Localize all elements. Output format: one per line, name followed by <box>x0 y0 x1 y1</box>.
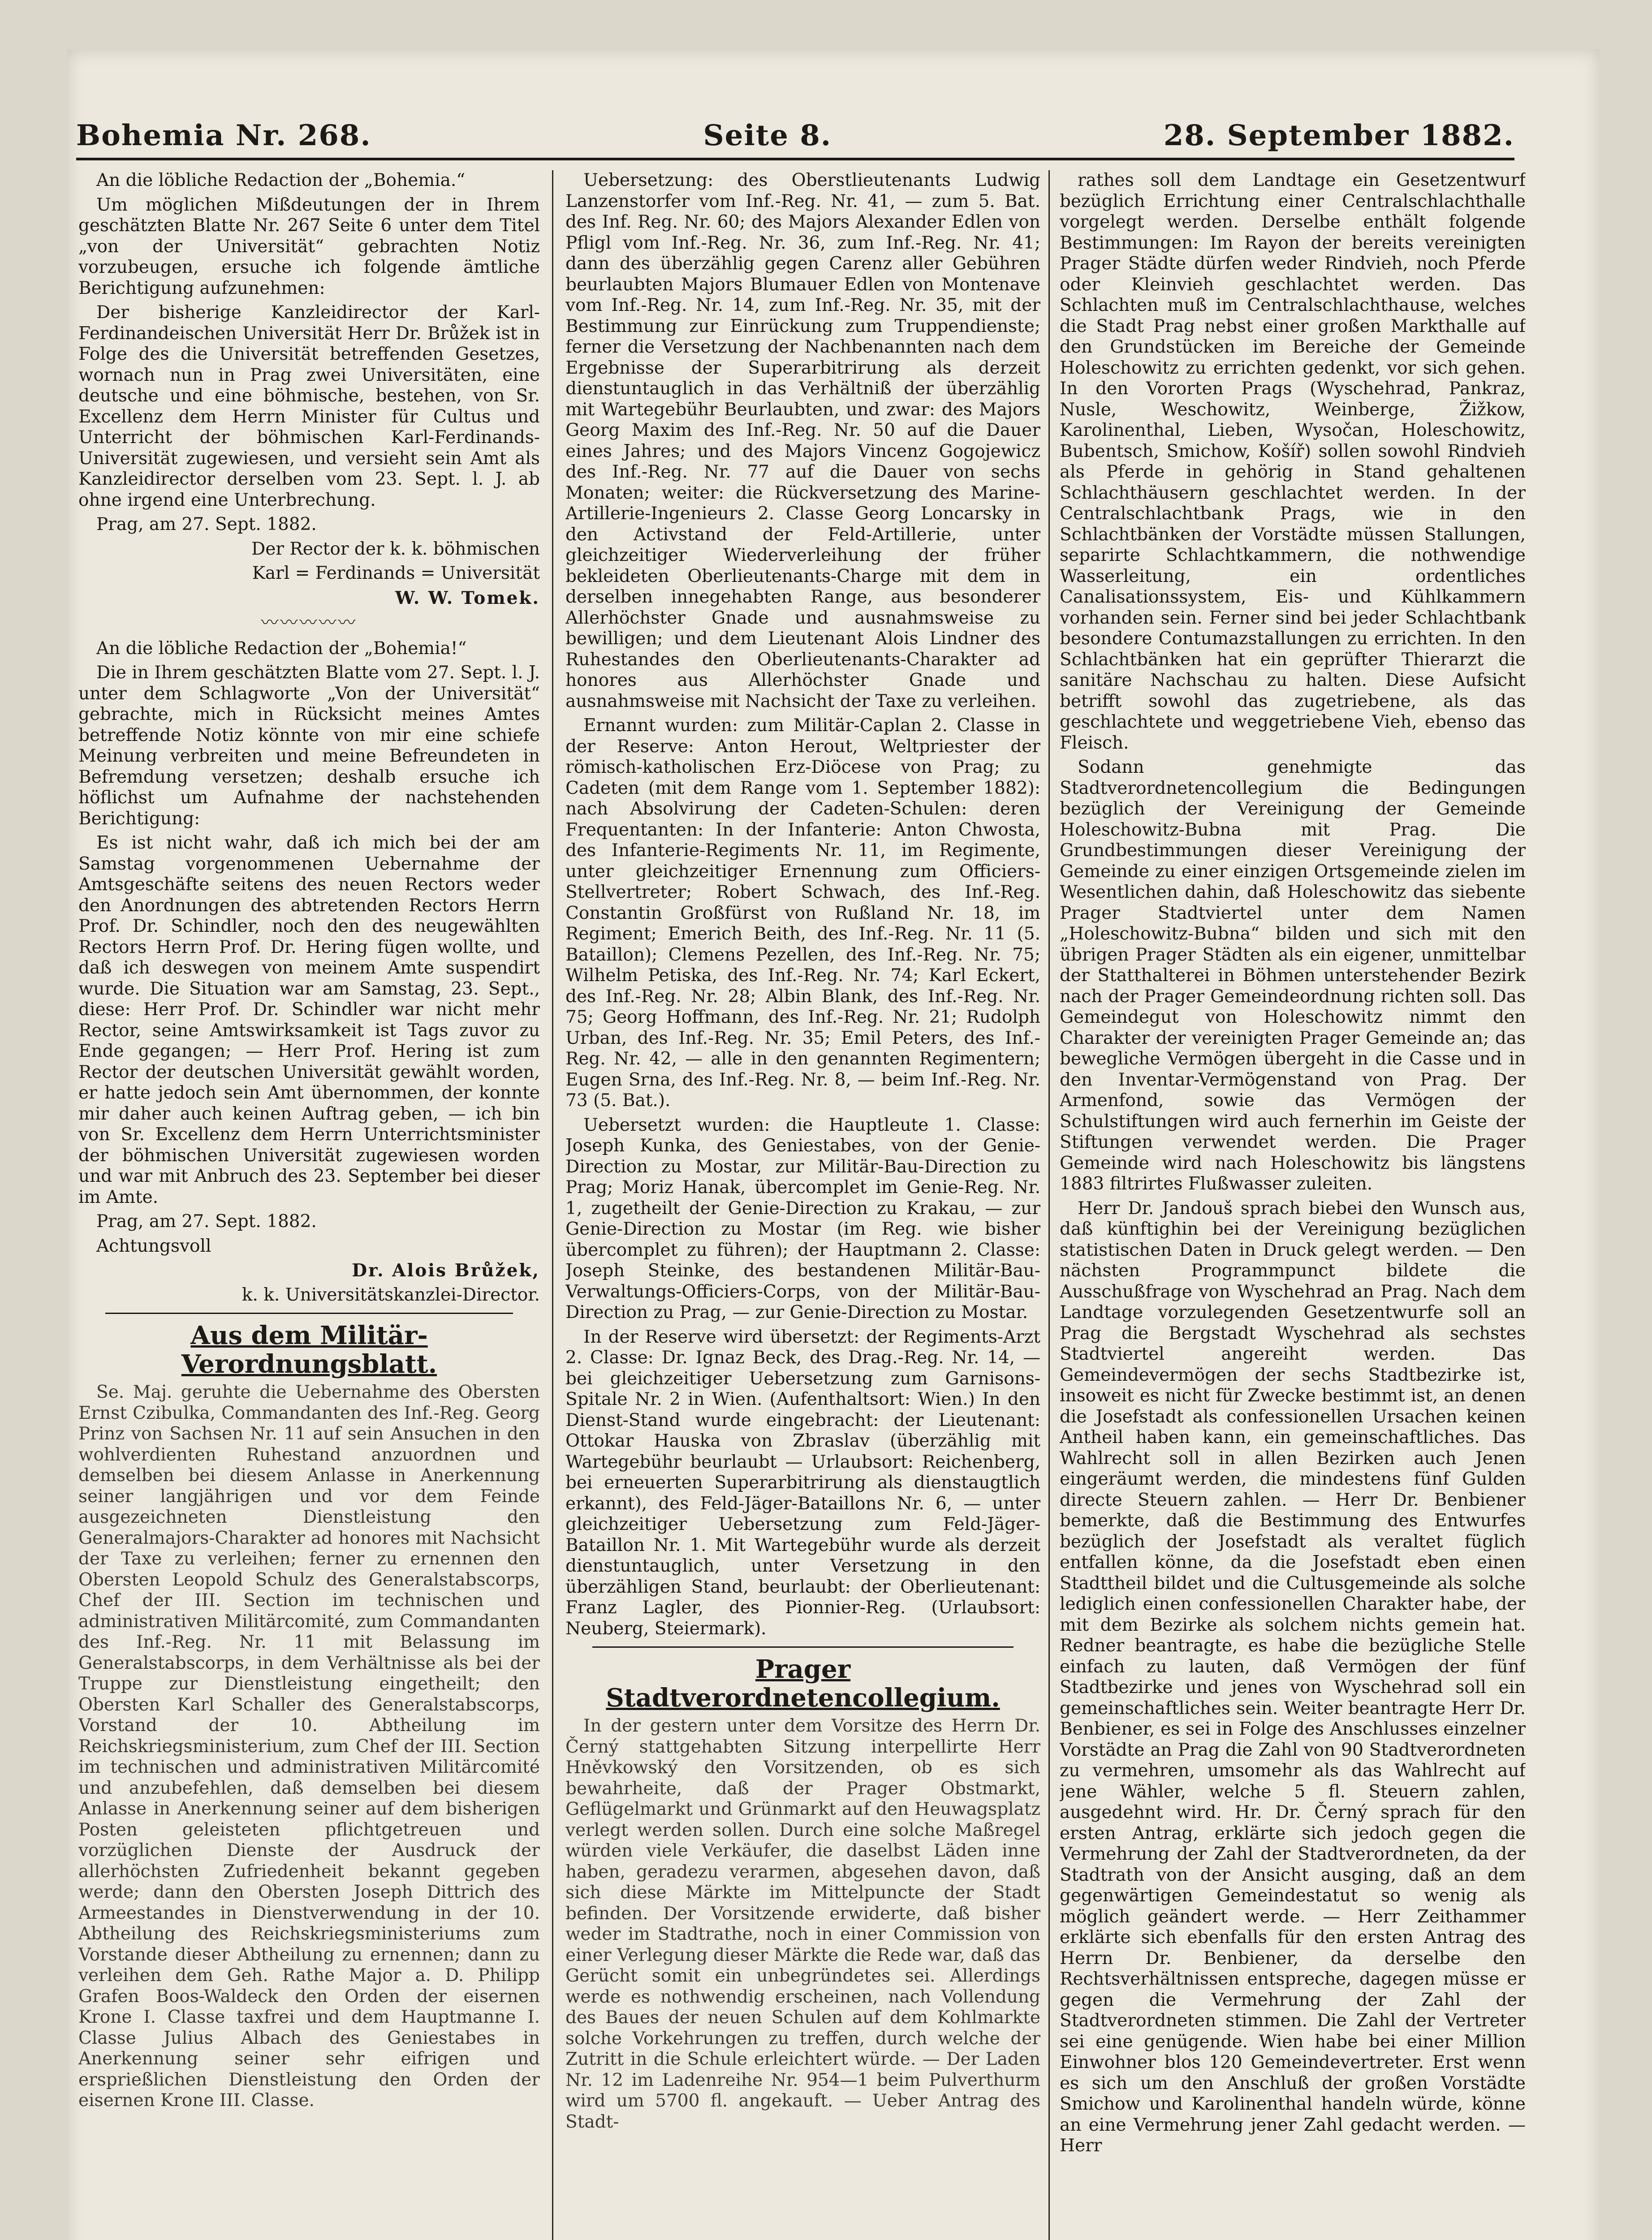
masthead-publication: Bohemia Nr. 268. <box>76 119 371 152</box>
letter1-paragraph: Um möglichen Mißdeutungen der in Ihrem geschätzten Blatte Nr. 267 Seite 6 unter dem Titel „von der Universität“ gebrachten Notiz vorzubeugen, ersuche ich folgende ämtliche Berichtigung aufzunehmen: <box>78 194 540 298</box>
col2-paragraph: Ernannt wurden: zum Militär-Caplan 2. Classe in der Reserve: Anton Herout, Weltpriester der römisch-katholischen Erz-Diöcese von Prag; zu Cadeten (mit dem Range vom 1. September 1882): nach Absolvirung der Cadeten-Schulen: deren Frequentanten: In der Infanterie: Anton Chwosta, des Infanterie-Regiments Nr. 11, im Regimente, unter gleichzeitiger Ernennung zum Officiers-Stellvertreter; Robert Schwach, des Inf.-Reg. Constantin Großfürst von Rußland Nr. 18, im Regiment; Emerich Beith, des Inf.-Reg. Nr. 11 (5. Bataillon); Clemens Pezellen, des Inf.-Reg. Nr. 75; Wilhelm Petiska, des Inf.-Reg. Nr. 74; Karl Eckert, des Inf.-Reg. Nr. 28; Albin Blank, des Inf.-Reg. Nr. 75; Georg Hoffmann, des Inf.-Reg. Nr. 21; Rudolph Urban, des Inf.-Reg. Nr. 35; Emil Peters, des Inf.-Reg. Nr. 42, — alle in den genannten Regimentern; Eugen Srna, des Inf.-Reg. Nr. 8, — beim Inf.-Reg. Nr. 73 (5. Bat.). <box>565 715 1040 1111</box>
section-divider <box>592 1646 1014 1648</box>
masthead-page-number: Seite 8. <box>703 119 832 152</box>
decorative-wave-divider: 〰〰〰〰〰 <box>261 613 358 633</box>
col3-paragraph: Sodann genehmigte das Stadtverordnetencollegium die Bedingungen bezüglich der Vereinigung der Gemeinde Holeschowitz-Bubna mit Prag. Die Grundbestimmungen dieser Vereinigung der Gemeinde zu einer einzigen Ortsgemeinde zielen im Wesentlichen dahin, daß Holeschowitz das siebente Prager Stadtviertel unter dem Namen „Holeschowitz-Bubna“ bilden und sich mit den übrigen Prager Städten als ein eigener, unmittelbar der Statthalterei in Böhmen unterstehender Bezirk nach der Prager Gemeindeordnung richten soll. Das Gemeindegut von Holeschowitz nimmt den Charakter der vereinigten Prager Gemeinde an; das bewegliche Vermögen übergeht in die Casse und in den Inventar-Vermögenstand von Prag. Der Armenfond, sowie das Vermögen der Schulstiftungen wird auch fernerhin im Geiste der Stiftungen verwendet werden. Die Prager Gemeinde wird nach Holeschowitz bis längstens 1883 filtrirtes Flußwasser zuleiten. <box>1060 757 1526 1194</box>
column-3 <box>1060 170 1526 2240</box>
letter2-signature-name: Dr. Alois Brůžek, <box>352 1260 540 1281</box>
letter1-signature-line: Der Rector der k. k. böhmischen <box>251 538 540 559</box>
col2-paragraph: Uebersetzung: des Oberstlieutenants Ludwig Lanzenstorfer vom Inf.-Reg. Nr. 41, — zum 5. Bat. des Inf. Reg. Nr. 60; des Majors Alexander Edlen von Pfligl vom Inf.-Reg. Nr. 36, zum Inf.-Reg. Nr. 41; dann des überzählig gegen Carenz aller Gebühren beurlaubten Majors Blumauer Edlen von Montenave vom Inf.-Reg. Nr. 14, zum Inf.-Reg. Nr. 35, mit der Bestimmung zur Einrückung zum Truppendienste; ferner die Versetzung der Nachbenannten nach dem Ergebnisse der Superarbitrirung als derzeit dienstuntauglich in das Verhältniß der überzählig mit Wartegebühr Beurlaubten, und zwar: des Majors Georg Maxim des Inf.-Reg. Nr. 50 auf die Dauer eines Jahres; und des Majors Vincenz Gogojewicz des Inf.-Reg. Nr. 77 auf die Dauer von sechs Monaten; weiter: die Rückversetzung des Marine-Artillerie-Ingenieurs 2. Classe Georg Loncarsky in den Activstand der Feld-Artillerie, unter gleichzeitiger Wiederverleihung der früher bekleideten Oberlieutenants-Charge mit dem in derselben innegehabten Range, aus besonderer Allerhöchster Gnade und ausnahmsweise zu bewilligen; und dem Lieutenant Alois Lindner des Ruhestandes den Oberlieutenants-Charakter ad honores aus Allerhöchster Gnade und ausnahmsweise mit Nachsicht der Taxe zu verleihen. <box>565 170 1040 711</box>
col3-paragraph: Herr Dr. Jandouš sprach biebei den Wunsch aus, daß künftighin bei der Vereinigung bezüglichen statistischen Daten in Druck gelegt werden. — Den nächsten Programmpunct bildete die Ausschußfrage von Wyschehrad an Prag. Nach dem Landtage vorzulegenden Gesetzentwurfe soll an Prag die Bergstadt Wyschehrad als sechstes Stadtviertel angereiht werden. Das Gemeindevermögen der sechs Stadtbezirke ist, insoweit es nicht für Zwecke bestimmt ist, an denen die Josefstadt als confessionellen Ursachen keinen Antheil haben kann, ein gemeinschaftliches. Das Wahlrecht soll in allen Bezirken auch Jenen eingeräumt werden, die mindestens fünf Gulden directe Steuern zahlen. — Herr Dr. Benbiener bemerkte, daß die Bestimmung des Entwurfes bezüglich der Josefstadt als veraltet füglich entfallen könne, da die Josefstadt eben einen Stadttheil bildet und die Cultusgemeinde als solche lediglich einen confessionellen Charakter habe, der mit dem Bezirke als solchem nichts gemein hat. Redner beantragte, es habe die bezügliche Stelle einfach zu lauten, daß Vermögen der fünf Stadtbezirke und jenes von Wyschehrad soll ein gemeinschaftliches sein. Weiter beantragte Herr Dr. Benbiener, es sei in Folge des Anschlusses einzelner Vorstädte an Prag die Zahl von 90 Stadtverordneten zu vermehren, umsomehr als das Wahlrecht auf jene Wähler, welche 5 fl. Steuern zahlen, ausgedehnt wird. Hr. Dr. Černý sprach für den ersten Antrag, erklärte sich jedoch gegen die Vermehrung der Zahl der Stadtverordneten, da der Stadtrath von der Ansicht ausging, daß an dem gegenwärtigen Gemeindestatut so wenig als möglich geändert werde. — Herr Zeithammer erklärte sich ebenfalls für den ersten Antrag des Herrn Dr. Benbiener, da derselbe den Rechtsverhältnissen entspreche, dagegen müsse er gegen die Vermehrung der Zahl der Stadtverordneten stimmen. Die Zahl der Vertreter sei eine genügende. Wien habe bei einer Million Einwohner blos 120 Gemeindevertreter. Erst wenn es sich um den Anschluß der großen Vorstädte Smichow und Karolinenthal handeln würde, könne an eine Vermehrung jener Zahl gedacht werden. — Herr <box>1060 1198 1526 2156</box>
column-1 <box>78 170 540 2240</box>
section-title-militaer: Aus dem Militär-Verordnungsblatt. <box>181 1321 437 1379</box>
column-divider-1 <box>552 170 553 2240</box>
col2-paragraph: In der Reserve wird übersetzt: der Regiments-Arzt 2. Classe: Dr. Ignaz Beck, des Drag.-Reg. Nr. 14, — bei gleichzeitiger Uebersetzung zum Garnisons-Spitale Nr. 2 in Wien. (Aufenthaltsort: Wien.) In den Dienst-Stand wurde eingebracht: der Lieutenant: Ottokar Hauska von Zbraslav (überzählig mit Wartegebühr beurlaubt — Urlaubsort: Reichenberg, bei erneuerten Superarbitrirung als dienstaugtlich erkannt), des Feld-Jäger-Bataillons Nr. 6, — unter gleichzeitiger Uebersetzung zum Feld-Jäger-Bataillon Nr. 1. Mit Wartegebühr wurde als derzeit dienstuntauglich, unter Versetzung in den überzähligen Stand, beurlaubt: der Oberlieutenant: Franz Lagler, des Pionnier-Reg. (Urlaubsort: Neuberg, Steiermark). <box>565 1327 1040 1639</box>
col2-paragraph: Uebersetzt wurden: die Hauptleute 1. Classe: Joseph Kunka, des Geniestabes, von der Genie-Direction zu Mostar, zur Militär-Bau-Direction zu Prag; Moriz Hanak, übercomplet im Genie-Reg. Nr. 1, zugetheilt der Genie-Direction zu Krakau, — zur Genie-Direction zu Mostar (im Reg. wie bisher übercomplet zu führen); der Hauptmann 2. Classe: Joseph Steinke, des bestandenen Militär-Bau-Verwaltungs-Officiers-Corps, von der Militär-Bau-Direction zu Prag, — zur Genie-Direction zu Mostar. <box>565 1115 1040 1322</box>
section-divider <box>105 1313 513 1314</box>
column-2 <box>565 170 1040 2240</box>
masthead <box>76 99 1514 152</box>
letter1-signature-name: W. W. Tomek. <box>395 587 540 608</box>
letter2-heading: An die löbliche Redaction der „Bohemia!“ <box>96 638 467 659</box>
stadtverordnete-paragraph: In der gestern unter dem Vorsitze des Herrn Dr. Černý stattgehabten Sitzung interpellirte Herr Hněvkowský den Vorsitzenden, ob es sich bewahrheite, daß der Prager Obstmarkt, Geflügelmarkt und Grünmarkt auf den Heuwagsplatz verlegt werden sollen. Durch eine solche Maßregel würden viele Verkäufer, die daselbst Läden inne haben, geradezu verarmen, abgesehen davon, daß sich diese Märkte im Mittelpuncte der Stadt befinden. Der Vorsitzende erwiderte, daß bisher weder im Stadtrathe, noch in einer Commission von einer Verlegung dieser Märkte die Rede war, daß das Gerücht somit ein unbegründetes sei. Allerdings werde es nothwendig erscheinen, nach Vollendung des Baues der neuen Schulen auf dem Kohlmarkte solche Vorkehrungen zu treffen, durch welche der Zutritt in die Schule erleichtert würde. — Der Laden Nr. 12 im Ladenreihe Nr. 954—1 beim Pulverthurm wird um 5700 fl. angekauft. — Ueber Antrag des Stadt- <box>565 1716 1040 2132</box>
letter1-signature-line: Karl = Ferdinands = Universität <box>252 563 540 583</box>
letter1-paragraph: Der bisherige Kanzleidirector der Karl-Ferdinandeischen Universität Herr Dr. Brůžek ist in Folge des die Universität betreffenden Gesetzes, wornach nun in Prag zwei Universitäten, eine deutsche und eine böhmische, bestehen, von Sr. Excellenz dem Herrn Minister für Cultus und Unterricht der böhmischen Karl-Ferdinands-Universität zugewiesen, und versieht sein Amt als Kanzleidirector derselben vom 23. Sept. l. J. ab ohne irgend eine Unterbrechung. <box>78 302 540 510</box>
letter2-date: Prag, am 27. Sept. 1882. <box>96 1211 317 1232</box>
col3-paragraph: rathes soll dem Landtage ein Gesetzentwurf bezüglich Errichtung einer Centralschlachthalle vorgelegt werden. Derselbe enthält folgende Bestimmungen: Im Rayon der bereits vereinigten Prager Städte dürfen weder Rindvieh, noch Pferde oder Kleinvieh geschlachtet werden. Das Schlachten muß im Centralschlachthause, welches die Stadt Prag nebst einer großen Markthalle auf den Grundstücken im Bereiche der Gemeinde Holeschowitz zu errichten gedenkt, vor sich gehen. In den Vororten Prags (Wyschehrad, Pankraz, Nusle, Weschowitz, Weinberge, Žižkow, Karolinenthal, Lieben, Wysočan, Holeschowitz, Bubentsch, Smichow, Košíř) sollen sowohl Rindvieh als Pferde in gehörig in Stand gehaltenen Schlachthäusern geschlachtet werden. In der Centralschlachtbank Prags, wie in den Schlachtbänken der Vorstädte müssen Stallungen, separirte Schlachtkammern, die nothwendige Wasserleitung, ein ordentliches Canalisationssystem, Eis- und Kühlkammern vorhanden sein. Ferner sind bei jeder Schlachtbank besondere Contumazstallungen zu errichten. In den Schlachtbänken hat ein geprüfter Thierarzt die sanitäre Nachschau zu halten. Diese Aufsicht betrifft sowohl das zugetriebene, als das geschlachtete und weggetriebene Vieh, ebenso das Fleisch. <box>1060 170 1526 753</box>
masthead-rule <box>76 158 1514 160</box>
letter2-paragraph: Es ist nicht wahr, daß ich mich bei der am Samstag vorgenommenen Uebernahme der Amtsgeschäfte seitens des neuen Rectors weder den Anordnungen des abtretenden Rectors Herrn Prof. Dr. Schindler, noch den des neugewählten Rectors Herrn Prof. Dr. Hering fügen wollte, und daß ich deswegen von meinem Amte suspendirt wurde. Die Situation war am Samstag, 23. Sept., diese: Herr Prof. Dr. Schindler war nicht mehr Rector, seine Amtswirksamkeit ist Tags zuvor zu Ende gegangen; — Herr Prof. Hering ist zum Rector der deutschen Universität gewählt worden, er hatte jedoch sein Amt übernommen, der konnte mir daher auch keinen Auftrag geben, — ich bin von Sr. Excellenz dem Herrn Unterrichtsminister der böhmischen Universität zugewiesen worden und war mit Anbruch des 23. September bei dieser im Amte. <box>78 833 540 1207</box>
militaer-paragraph: Se. Maj. geruhte die Uebernahme des Obersten Ernst Czibulka, Commandanten des Inf.-Reg. Georg Prinz von Sachsen Nr. 11 auf sein Ansuchen in den wohlverdienten Ruhestand anzuordnen und demselben bei diesem Anlasse in Anerkennung seiner langjährigen und vor dem Feinde ausgezeichneten Dienstleistung den Generalmajors-Charakter ad honores mit Nachsicht der Taxe zu verleihen; ferner zu ernennen den Obersten Leopold Schulz des Generalstabscorps, Chef der III. Section im technischen und administrativen Militärcomité, zum Commandanten des Inf.-Reg. Nr. 11 mit Belassung im Generalstabscorps, in dem Verhältnisse als bei der Truppe zur Dienstleistung eingetheilt; den Obersten Karl Schaller des Generalstabscorps, Vorstand der 10. Abtheilung im Reichskriegsministerium, zum Chef der III. Section im technischen und administrativen Militärcomité und anzubefehlen, daß demselben bei diesem Anlasse in Anerkennung seiner auf dem bisherigen Posten geleisteten pflichtgetreuen und vorzüglichen Dienste der Ausdruck der allerhöchsten Zufriedenheit bekannt gegeben werde; dann den Obersten Joseph Dittrich des Armeestandes in Dienstverwendung in der 10. Abtheilung des Reichskriegsministeriums zum Vorstande dieser Abtheilung zu ernennen; dann zu verleihen dem Geh. Rathe Major a. D. Philipp Grafen Boos-Waldeck den Orden der eisernen Krone I. Classe taxfrei und dem Hauptmanne I. Classe Julius Albach des Geniestabes in Anerkennung seiner sehr eifrigen und ersprießlichen Dienstleistung den Orden der eisernen Krone III. Classe. <box>78 1382 540 2111</box>
masthead-date: 28. September 1882. <box>1163 119 1514 152</box>
letter1-date: Prag, am 27. Sept. 1882. <box>96 514 317 534</box>
letter1-heading: An die löbliche Redaction der „Bohemia.“ <box>96 170 466 190</box>
section-title-stadtverordnete: Prager Stadtverordnetencollegium. <box>606 1654 1000 1713</box>
letter2-closing: Achtungsvoll <box>96 1236 211 1256</box>
letter2-paragraph: Die in Ihrem geschätzten Blatte vom 27. Sept. l. J. unter dem Schlagworte „Von der Universität“ gebrachte, mich in Rücksicht meines Amtes betreffende Notiz könnte von mir eine schiefe Meinung verbreiten und meine Befreundeten in Befremdung versetzen; deshalb ersuche ich höflichst um Aufnahme der nachstehenden Berichtigung: <box>78 663 540 829</box>
letter2-signature-title: k. k. Universitätskanzlei-Director. <box>242 1284 540 1305</box>
column-divider-2 <box>1048 170 1050 2240</box>
